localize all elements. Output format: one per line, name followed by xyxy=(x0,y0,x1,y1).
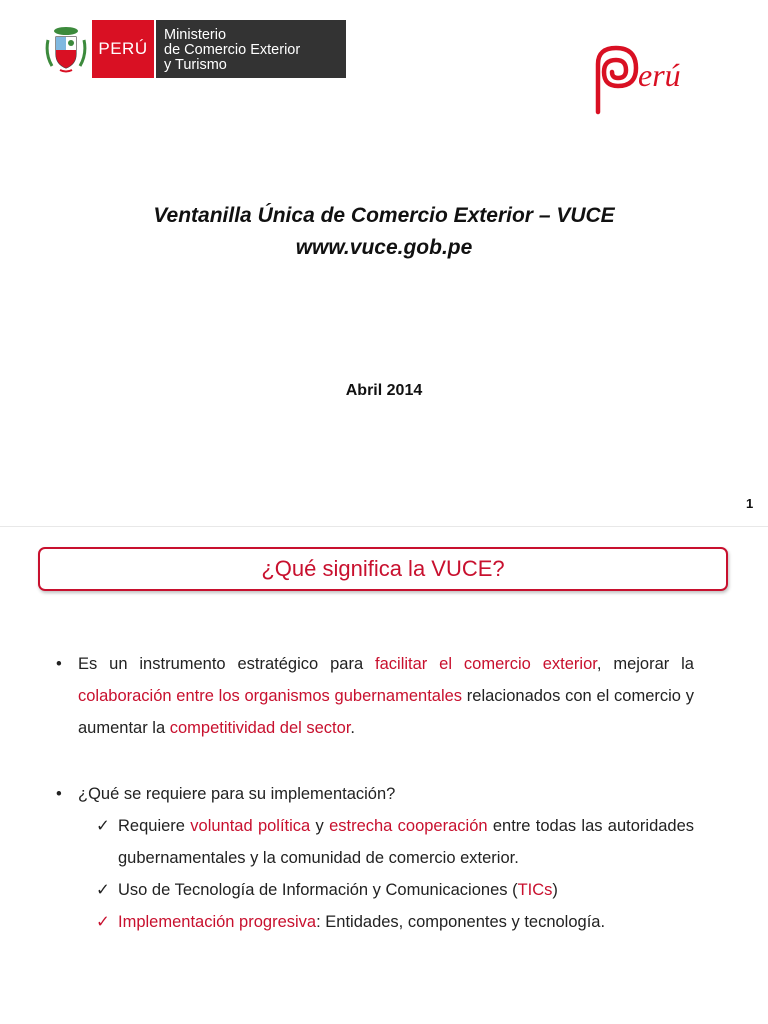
highlight-text: TICs xyxy=(517,881,553,899)
check-item-tics xyxy=(56,874,694,906)
ministry-line-2: de Comercio Exterior xyxy=(164,42,301,58)
text-segment: Uso de Tecnología de Información y Comunicaciones ( xyxy=(118,881,518,899)
text-segment: ) xyxy=(552,881,558,899)
highlight-text: facilitar el comercio exterior xyxy=(375,655,597,673)
ministry-line-3: y Turismo xyxy=(164,57,227,73)
marca-peru-logo-icon xyxy=(584,40,724,120)
page-number: 1 xyxy=(746,496,754,511)
title-line-1: Ventanilla Única de Comercio Exterior – VUCE xyxy=(153,204,615,227)
highlight-text: estrecha cooperación xyxy=(329,817,488,835)
ministry-line-1: Ministerio xyxy=(164,27,227,43)
check-item-political-will xyxy=(56,810,694,874)
highlight-text: Implementación progresiva xyxy=(118,913,317,931)
section-heading-text: ¿Qué significa la VUCE? xyxy=(261,556,505,581)
text-segment: y xyxy=(310,817,330,835)
text-segment: . xyxy=(350,719,355,737)
bullet-requirements: • ¿Qué se requiere para su implementación? xyxy=(56,778,694,810)
coat-of-arms-icon xyxy=(40,20,92,78)
bullet-definition xyxy=(56,648,694,744)
brand-logo-text: erú xyxy=(638,57,681,93)
checkmark-icon: ✓ xyxy=(96,881,110,899)
slide-divider xyxy=(0,526,768,527)
checkmark-icon: ✓ xyxy=(96,913,110,931)
text-segment: , mejorar la xyxy=(596,655,694,673)
text-segment: : Entidades, componentes y tecnología. xyxy=(316,913,606,931)
check-item-progressive xyxy=(56,906,694,938)
ministry-header xyxy=(40,20,346,78)
presentation-date: Abril 2014 xyxy=(345,382,423,399)
slide-content xyxy=(56,648,694,938)
section-heading xyxy=(38,547,728,591)
peru-label: PERÚ xyxy=(92,20,154,78)
highlight-text: voluntad política xyxy=(190,817,311,835)
text-segment: relacionados con el comercio y aumentar la xyxy=(78,687,694,737)
highlight-text: competitividad del sector xyxy=(169,719,351,737)
highlight-text: colaboración entre los organismos gubernamentales xyxy=(78,687,463,705)
text-segment: entre todas las autoridades gubernamentales y la comunidad de comercio exterior. xyxy=(118,817,695,867)
title-url: www.vuce.gob.pe xyxy=(295,236,473,259)
text-segment: Requiere xyxy=(118,817,191,835)
checkmark-icon: ✓ xyxy=(96,817,110,835)
ministry-name xyxy=(156,20,346,78)
presentation-title xyxy=(0,200,768,264)
text-segment: Es un instrumento estratégico para xyxy=(78,655,376,673)
